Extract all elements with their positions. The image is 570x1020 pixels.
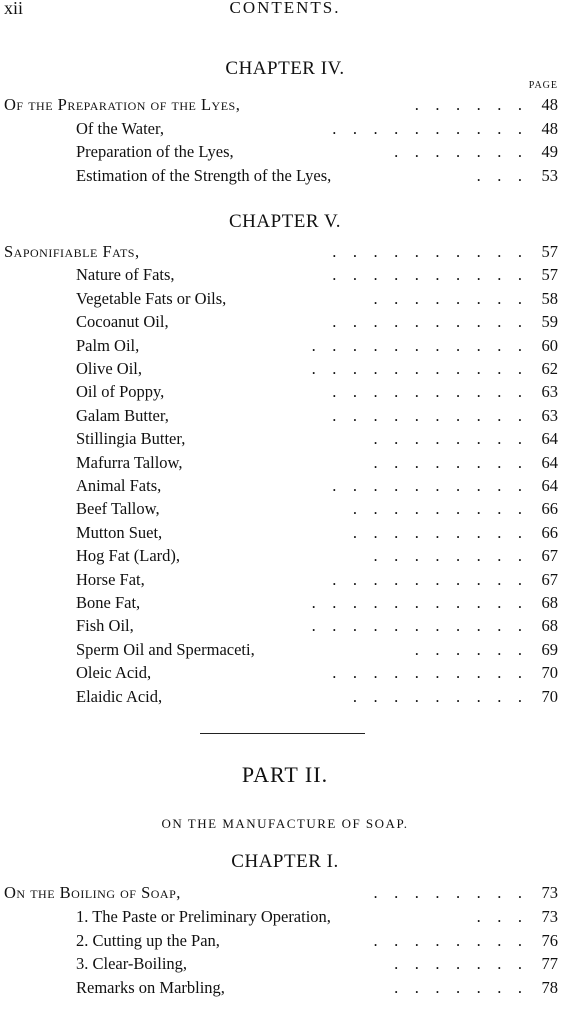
toc-entry-page: 66 — [541, 499, 558, 519]
toc-entry-page: 57 — [541, 265, 558, 285]
toc-entry-label: Saponifiable Fats, — [4, 242, 140, 261]
toc-entry-label: 3. Clear-Boiling, — [76, 954, 188, 974]
leader-dots: . . . . . . . . — [373, 452, 522, 472]
leader-dots: . . . . . . . . . . — [332, 242, 522, 261]
toc-entry — [0, 568, 570, 591]
toc-entry-label: Of the Water, — [76, 118, 164, 138]
toc-entry — [0, 451, 570, 474]
leader-dots: . . . . . . . . . . — [332, 118, 522, 138]
leader-dots: . . . — [476, 165, 522, 185]
part-ii-heading: PART II. — [241, 762, 329, 787]
toc-entry — [0, 310, 570, 333]
toc-entry — [0, 380, 570, 403]
toc-entry-label: Palm Oil, — [76, 335, 140, 355]
section-divider — [200, 733, 365, 734]
leader-dots: . . . . . . . . . . — [332, 569, 522, 589]
leader-dots: . . . . . . . . . . . — [311, 335, 522, 355]
toc-entry-page: 48 — [541, 118, 558, 138]
toc-entry-label: Mutton Suet, — [76, 522, 163, 542]
toc-entry-label: 2. Cutting up the Pan, — [76, 930, 220, 950]
toc-entry-page: 57 — [541, 242, 558, 261]
toc-entry-label: Stillingia Butter, — [76, 429, 186, 449]
chapter-i-heading: CHAPTER I. — [231, 851, 339, 872]
toc-entry-label: Bone Fat, — [76, 593, 141, 612]
leader-dots: . . . — [476, 906, 522, 926]
toc-entry-label: Vegetable Fats or Oils, — [76, 288, 227, 308]
toc-entry-page: 63 — [541, 405, 558, 425]
leader-dots: . . . . . . . . . . — [332, 312, 522, 332]
toc-entry — [0, 474, 570, 497]
toc-entry-page: 76 — [541, 930, 558, 950]
leader-dots: . . . . . . — [414, 639, 522, 659]
toc-entry-label: Preparation of the Lyes, — [76, 142, 234, 161]
toc-entry — [0, 93, 570, 116]
toc-entry-page: 62 — [541, 359, 558, 378]
leader-dots: . . . . . . . . — [373, 930, 522, 950]
chapter-iv-heading: CHAPTER IV. — [225, 58, 345, 79]
toc-entry-page: 59 — [541, 312, 558, 332]
toc-entry-label: Fish Oil, — [76, 616, 134, 636]
toc-entry-page: 66 — [541, 522, 558, 542]
leader-dots: . . . . . . . — [394, 978, 522, 998]
toc-entry-label: Remarks on Marbling, — [76, 978, 225, 998]
toc-entry — [0, 404, 570, 427]
toc-entry-label: Sperm Oil and Spermaceti, — [76, 639, 255, 659]
page-number: xii — [4, 0, 24, 18]
toc-entry — [0, 952, 570, 975]
leader-dots: . . . . . . . . . — [352, 686, 522, 706]
toc-entry — [0, 240, 570, 263]
toc-entry-page: 70 — [541, 663, 558, 683]
toc-entry-label: Mafurra Tallow, — [76, 452, 183, 472]
toc-entry-label: Elaidic Acid, — [76, 686, 163, 706]
toc-entry — [0, 976, 570, 999]
toc-entry-label: Nature of Fats, — [76, 265, 175, 285]
leader-dots: . . . . . . . . . . — [332, 405, 522, 425]
leader-dots: . . . . . . . . . . — [332, 265, 522, 285]
toc-entry — [0, 497, 570, 520]
toc-entry-page: 64 — [541, 452, 558, 472]
toc-entry-page: 68 — [541, 616, 558, 636]
toc-entry-page: 73 — [541, 883, 558, 902]
toc-entry-label: Of the Preparation of the Lyes, — [4, 95, 241, 114]
toc-entry-label: Animal Fats, — [76, 476, 162, 495]
toc-entry — [0, 164, 570, 187]
running-title: CONTENTS. — [229, 0, 341, 17]
page-column-label: PAGE — [528, 80, 558, 91]
toc-entry-page: 70 — [541, 686, 558, 706]
toc-entry-page: 63 — [541, 382, 558, 402]
toc-entry — [0, 661, 570, 684]
toc-entry-page: 77 — [541, 954, 558, 974]
toc-entry — [0, 638, 570, 661]
toc-entry-label: On the Boiling of Soap, — [4, 883, 181, 902]
toc-entry-page: 67 — [541, 546, 558, 566]
toc-entry-page: 78 — [541, 978, 558, 998]
toc-entry-page: 69 — [541, 639, 558, 659]
leader-dots: . . . . . . . — [394, 142, 522, 161]
leader-dots: . . . . . . . — [394, 954, 522, 974]
leader-dots: . . . . . . . . . . . — [311, 593, 522, 612]
toc-entry — [0, 614, 570, 637]
toc-entry-page: 64 — [541, 476, 558, 495]
toc-entry-page: 73 — [541, 906, 558, 926]
toc-entry — [0, 140, 570, 163]
leader-dots: . . . . . . . . — [373, 546, 522, 566]
toc-entry-label: Oleic Acid, — [76, 663, 152, 683]
toc-entry-label: Olive Oil, — [76, 359, 142, 378]
leader-dots: . . . . . . . . . . . — [311, 616, 522, 636]
toc-entry — [0, 427, 570, 450]
toc-entry — [0, 287, 570, 310]
leader-dots: . . . . . . . . — [373, 429, 522, 449]
leader-dots: . . . . . . — [414, 95, 522, 114]
leader-dots: . . . . . . . . . . — [332, 476, 522, 495]
leader-dots: . . . . . . . . . — [352, 522, 522, 542]
toc-entry-page: 67 — [541, 569, 558, 589]
toc-entry-label: Estimation of the Strength of the Lyes, — [76, 165, 332, 185]
toc-entry-label: Oil of Poppy, — [76, 382, 165, 402]
toc-entry — [0, 929, 570, 952]
toc-entry-label: 1. The Paste or Preliminary Operation, — [76, 906, 331, 926]
toc-entry — [0, 685, 570, 708]
leader-dots: . . . . . . . . . . — [332, 663, 522, 683]
leader-dots: . . . . . . . . — [373, 883, 522, 902]
toc-entry — [0, 521, 570, 544]
toc-entry-page: 68 — [541, 593, 558, 612]
toc-entry — [0, 117, 570, 140]
toc-entry-page: 48 — [541, 95, 558, 114]
toc-entry-label: Cocoanut Oil, — [76, 312, 169, 332]
toc-entry-page: 53 — [541, 165, 558, 185]
part-ii-subtitle: ON THE MANUFACTURE OF SOAP. — [161, 816, 409, 831]
chapter-v-heading: CHAPTER V. — [229, 211, 341, 232]
toc-entry-label: Galam Butter, — [76, 405, 169, 425]
toc-entry-page: 49 — [541, 142, 558, 161]
toc-entry — [0, 263, 570, 286]
toc-entry — [0, 334, 570, 357]
toc-entry-label: Hog Fat (Lard), — [76, 546, 181, 566]
toc-entry — [0, 544, 570, 567]
toc-entry — [0, 357, 570, 380]
toc-entry — [0, 881, 570, 904]
leader-dots: . . . . . . . . . — [352, 499, 522, 519]
leader-dots: . . . . . . . . — [373, 288, 522, 308]
leader-dots: . . . . . . . . . . . — [311, 359, 522, 378]
toc-entry — [0, 591, 570, 614]
toc-entry-label: Beef Tallow, — [76, 499, 160, 519]
toc-entry-page: 58 — [541, 288, 558, 308]
toc-entry-page: 64 — [541, 429, 558, 449]
leader-dots: . . . . . . . . . . — [332, 382, 522, 402]
toc-entry-page: 60 — [541, 335, 558, 355]
toc-entry — [0, 905, 570, 928]
toc-entry-label: Horse Fat, — [76, 569, 145, 589]
